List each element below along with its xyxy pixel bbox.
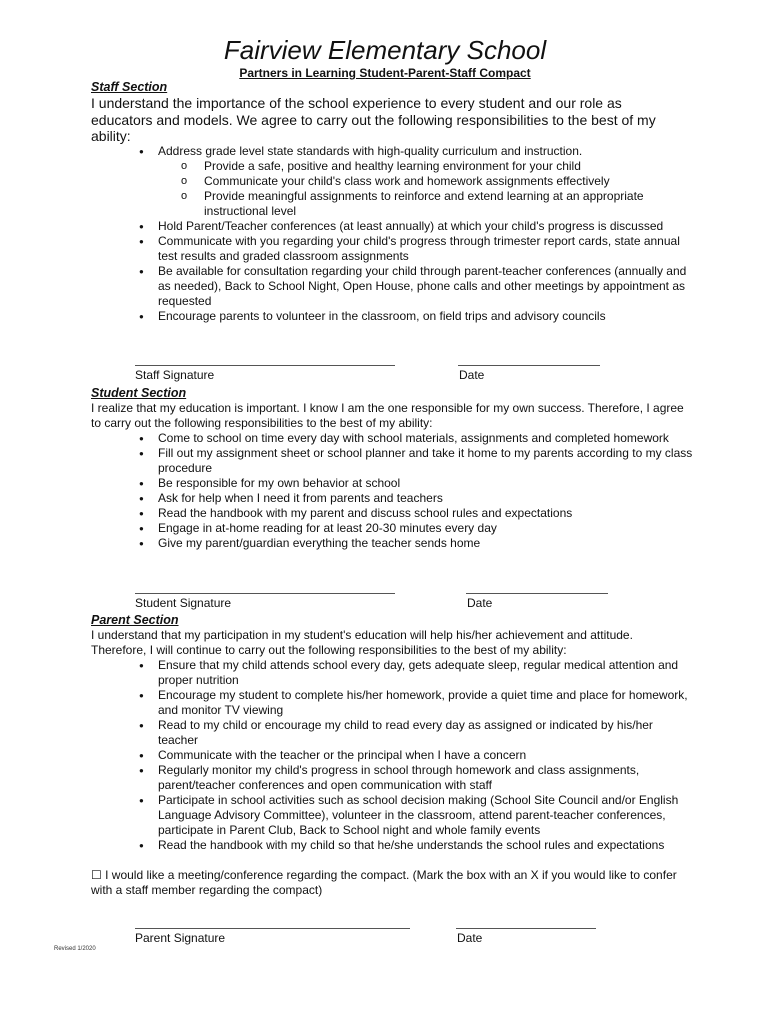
- staff-section-heading: Staff Section: [91, 80, 168, 94]
- student-responsibilities: [136, 431, 696, 551]
- parent-responsibilities: [136, 658, 696, 853]
- meeting-note-text: I would like a meeting/conference regarding the compact. (Mark the box with an X if you would like to confer with a staff member regarding the compact): [91, 868, 677, 897]
- list-item-text: Address grade level state standards with high-quality curriculum and instruction.: [158, 144, 583, 158]
- list-item: ● Encourage my student to complete his/her homework, provide a quiet time and place for homework, and monitor TV viewing: [136, 688, 696, 718]
- staff-signature-line[interactable]: [135, 365, 395, 366]
- list-item: ● Read the handbook with my child so that he/she understands the school rules and expectations: [136, 838, 696, 853]
- student-date-line[interactable]: [466, 593, 608, 594]
- student-signature-line[interactable]: [135, 593, 395, 594]
- list-item: ● Communicate with you regarding your child's progress through trimester report cards, state annual test results and graded classroom assignments: [136, 234, 696, 264]
- list-item: [136, 144, 696, 219]
- list-item: ● Be available for consultation regarding your child through parent-teacher conferences (annually and as needed), Back to School Night, Open House, phone calls and other meetings by appointment as requested: [136, 264, 696, 309]
- list-item: ● Participate in school activities such as school decision making (School Site Council and/or English Language Advisory Committee), volunteer in the classroom, attend parent-teacher conferences, participate in Parent Club, Back to School night and whole family events: [136, 793, 696, 838]
- revision-note: Revised 1/2020: [54, 946, 96, 952]
- list-item: ● Read to my child or encourage my child to read every day as assigned or indicated by his/her teacher: [136, 718, 696, 748]
- student-section-heading: Student Section: [91, 386, 187, 400]
- staff-signature-label: Staff Signature: [135, 368, 215, 382]
- staff-responsibilities: [136, 144, 696, 324]
- parent-date-label: Date: [457, 931, 483, 945]
- meeting-checkbox[interactable]: ☐: [91, 868, 102, 882]
- list-item: ● Communicate with the teacher or the principal when I have a concern: [136, 748, 696, 763]
- page-subtitle: Partners in Learning Student-Parent-Staff Compact: [239, 66, 531, 80]
- meeting-request: [91, 868, 691, 898]
- staff-date-label: Date: [459, 368, 485, 382]
- student-date-label: Date: [467, 596, 493, 610]
- page-title: Fairview Elementary School: [223, 35, 547, 65]
- list-item: ● Engage in at-home reading for at least 20-30 minutes every day: [136, 521, 696, 536]
- sub-list-item: o Provide a safe, positive and healthy learning environment for your child: [158, 159, 696, 174]
- list-item: ● Come to school on time every day with school materials, assignments and completed homework: [136, 431, 696, 446]
- parent-section-heading: Parent Section: [91, 613, 179, 627]
- parent-signature-label: Parent Signature: [135, 931, 226, 945]
- staff-date-line[interactable]: [458, 365, 600, 366]
- list-item: ● Ensure that my child attends school every day, gets adequate sleep, regular medical attention and proper nutrition: [136, 658, 696, 688]
- list-item: ● Encourage parents to volunteer in the classroom, on field trips and advisory councils: [136, 309, 696, 324]
- staff-intro: I understand the importance of the school experience to every student and our role as educators and models. We agree to carry out the following responsibilities to the best of my ability:: [91, 95, 656, 144]
- list-item: ● Give my parent/guardian everything the teacher sends home: [136, 536, 696, 551]
- parent-intro: I understand that my participation in my student's education will help his/her achievement and attitude. Therefore, I will continue to carry out the following responsibilities to the best of my ability:: [91, 628, 633, 657]
- staff-sub-list: [158, 159, 696, 219]
- list-item: ● Ask for help when I need it from parents and teachers: [136, 491, 696, 506]
- list-item: ● Hold Parent/Teacher conferences (at least annually) at which your child's progress is discussed: [136, 219, 696, 234]
- parent-signature-line[interactable]: [135, 928, 410, 929]
- sub-list-item: o Provide meaningful assignments to reinforce and extend learning at an appropriate instructional level: [158, 189, 696, 219]
- parent-date-line[interactable]: [456, 928, 596, 929]
- list-item: ● Be responsible for my own behavior at school: [136, 476, 696, 491]
- sub-list-item: o Communicate your child's class work and homework assignments effectively: [158, 174, 696, 189]
- list-item: ● Read the handbook with my parent and discuss school rules and expectations: [136, 506, 696, 521]
- list-item: ● Fill out my assignment sheet or school planner and take it home to my parents according to my class procedure: [136, 446, 696, 476]
- student-signature-label: Student Signature: [135, 596, 232, 610]
- student-intro: I realize that my education is important. I know I am the one responsible for my own success. Therefore, I agree to carry out the following responsibilities to the best of my ability:: [91, 401, 684, 430]
- list-item: ● Regularly monitor my child's progress in school through homework and class assignments, parent/teacher conferences and open communication with staff: [136, 763, 696, 793]
